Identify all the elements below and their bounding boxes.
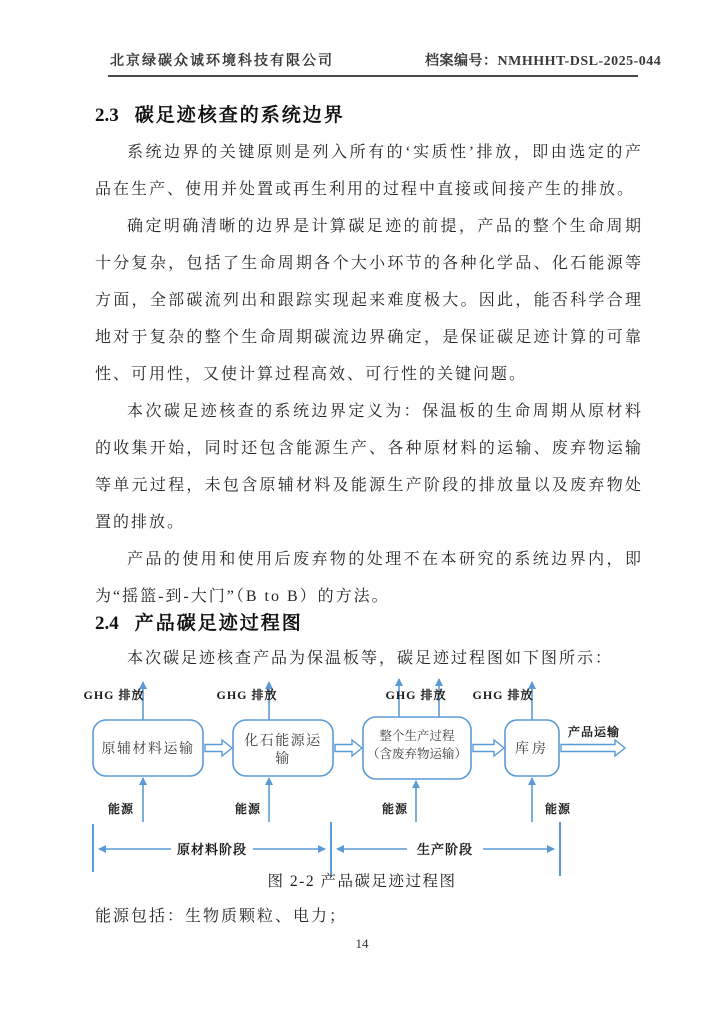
box-label: 输 xyxy=(275,752,291,767)
section-2-3-heading xyxy=(95,100,345,127)
energy-note: 能源包括：生物质颗粒、电力； xyxy=(95,908,348,925)
page-number: 14 xyxy=(355,936,369,951)
process-flow-diagram xyxy=(83,672,643,878)
ghg-emission-label: GHG 排放 xyxy=(83,688,145,702)
ghg-emission-label: GHG 排放 xyxy=(385,688,447,702)
product-output-arrow xyxy=(561,740,625,756)
figure-caption: 图 2-2 产品碳足迹过程图 xyxy=(267,873,457,890)
box-label: 原辅材料运输 xyxy=(101,742,195,757)
ghg-emission-label: GHG 排放 xyxy=(216,688,278,702)
ghg-emission-label: GHG 排放 xyxy=(472,688,534,702)
paragraph-4: 产品的使用和使用后废弃物的处理不在本研究的系统边界内，即为“摇篮-到-大门”（B to B）的方法。 xyxy=(95,551,643,605)
section-number: 2.3 xyxy=(95,105,119,126)
box-label: 库房 xyxy=(515,742,549,757)
flow-arrow xyxy=(473,740,504,756)
energy-label: 能源 xyxy=(544,802,572,816)
box-label: （含废弃物运输） xyxy=(366,747,468,761)
energy-label: 能源 xyxy=(381,802,409,816)
box-label: 整个生产过程 xyxy=(379,729,455,743)
energy-label: 能源 xyxy=(107,802,135,816)
phase-label-raw-material: 原材料阶段 xyxy=(176,842,248,857)
paragraph-3: 本次碳足迹核查的系统边界定义为：保温板的生命周期从原材料的收集开始，同时还包含能源生产、各种原材料的运输、废弃物运输等单元过程，未包含原辅材料及能源生产阶段的排放量以及废弃物处置的排放。 xyxy=(95,403,643,531)
section-2-3-body xyxy=(95,134,643,615)
company-name: 北京绿碳众诚环境科技有限公司 xyxy=(110,54,334,69)
doc-number-label: 档案编号： xyxy=(425,54,498,69)
box-label: 化石能源运 xyxy=(244,734,322,749)
paragraph-2: 确定明确清晰的边界是计算碳足迹的前提，产品的整个生命周期十分复杂，包括了生命周期各个大小环节的各种化学品、化石能源等方面，全部碳流列出和跟踪实现起来难度极大。因此，能否科学合理地对于复杂的整个生命周期碳流边界确定，是保证碳足迹计算的可靠性、可用性，又使计算过程高效、可行性的关键问题。 xyxy=(95,218,643,383)
section-title: 产品碳足迹过程图 xyxy=(134,613,303,634)
product-transport-label: 产品运输 xyxy=(567,725,621,739)
doc-number xyxy=(425,50,661,70)
header-rule xyxy=(108,75,638,77)
phase-label-production: 生产阶段 xyxy=(416,842,474,857)
doc-number-value: NMHHHT-DSL-2025-044 xyxy=(497,54,662,69)
intro-paragraph: 本次碳足迹核查产品为保温板等，碳足迹过程图如下图所示： xyxy=(127,650,614,667)
flow-arrow xyxy=(335,740,362,756)
energy-label: 能源 xyxy=(234,802,262,816)
paragraph-1: 系统边界的关键原则是列入所有的‘实质性’排放，即由选定的产品在生产、使用并处置或再生利用的过程中直接或间接产生的排放。 xyxy=(95,144,643,198)
section-title: 碳足迹核查的系统边界 xyxy=(134,105,345,126)
flow-arrow xyxy=(205,740,232,756)
section-number: 2.4 xyxy=(95,613,119,634)
section-2-4-heading xyxy=(95,608,303,635)
